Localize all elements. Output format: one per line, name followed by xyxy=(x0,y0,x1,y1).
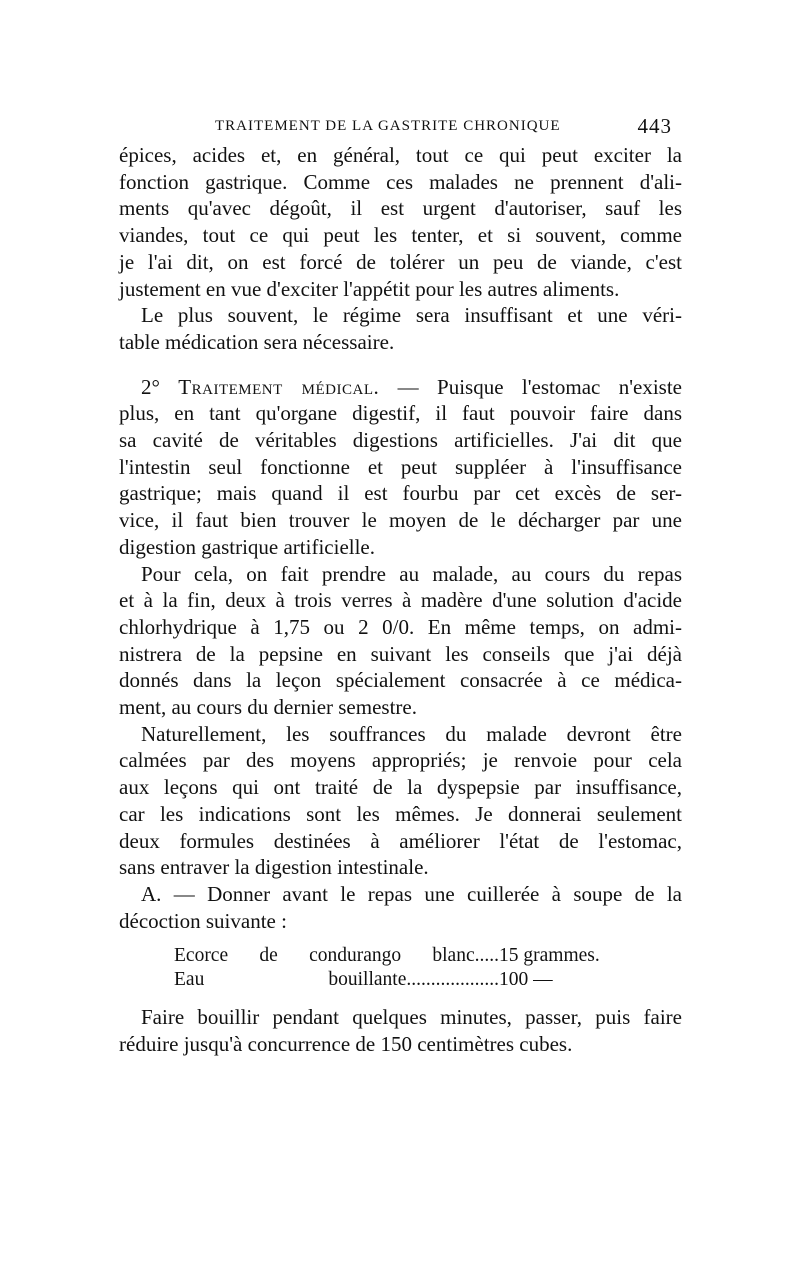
text-line: Faire bouillir pendant quelques minutes, passer, puis faire xyxy=(141,1005,682,1030)
text-line: calmées par des moyens appropriés; je renvoie pour cela xyxy=(119,748,682,773)
text-line: sa cavité de véritables digestions artificielles. J'ai dit que xyxy=(119,428,682,453)
text-line: A. — Donner avant le repas une cuillerée à soupe de la xyxy=(141,881,682,906)
book-page xyxy=(119,112,682,1058)
paragraph-2 xyxy=(119,302,682,355)
text-line: sans entraver la digestion intestinale. xyxy=(119,855,429,880)
text-line: chlorhydrique à 1,75 ou 2 0/0. En même temps, on admi- xyxy=(119,614,682,639)
text-line: gastrique; mais quand il est fourbu par cet excès de ser- xyxy=(119,481,682,506)
text-line: vice, il faut bien trouver le moyen de le décharger par une xyxy=(119,508,682,533)
paragraph-7 xyxy=(119,1004,682,1057)
text-line: fonction gastrique. Comme ces malades ne prennent d'ali- xyxy=(119,169,682,194)
text-line: épices, acides et, en général, tout ce qui peut exciter la xyxy=(119,143,682,167)
text-line: car les indications sont les mêmes. Je donnerai seulement xyxy=(119,801,682,826)
text-line: digestion gastrique artificielle. xyxy=(119,534,375,559)
text-line: Le plus souvent, le régime sera insuffisant et une véri- xyxy=(141,303,682,328)
text-line: je l'ai dit, on est forcé de tolérer un peu de viande, c'est xyxy=(119,249,682,274)
text-line: justement en vue d'exciter l'appétit pour les autres aliments. xyxy=(119,276,620,301)
heading-line-rest: — Puisque l'estomac n'existe xyxy=(397,374,682,399)
ingredient-quantity: 100 — xyxy=(499,969,553,991)
text-line: deux formules destinées à améliorer l'état de l'estomac, xyxy=(119,828,682,853)
paragraph-5 xyxy=(119,721,682,881)
paragraph-6 xyxy=(119,881,682,934)
page-header xyxy=(119,112,682,142)
text-line: donnés dans la leçon spécialement consacrée à ce médica- xyxy=(119,668,682,693)
text-line: réduire jusqu'à concurrence de 150 centimètres cubes. xyxy=(119,1032,573,1057)
text-line: nistrera de la pepsine en suivant les conseils que j'ai déjà xyxy=(119,641,682,666)
text-line: Pour cela, on fait prendre au malade, au cours du repas xyxy=(141,561,682,586)
formula-row xyxy=(119,968,682,992)
paragraph-1 xyxy=(119,142,682,302)
text-line: ments qu'avec dégoût, il est urgent d'autoriser, sauf les xyxy=(119,196,682,221)
body-text xyxy=(119,142,682,1058)
paragraph-3 xyxy=(119,374,682,561)
paragraph-4 xyxy=(119,561,682,721)
prescription-formula xyxy=(119,944,682,992)
ingredient-name: Ecorce de condurango blanc..... xyxy=(174,945,499,967)
text-line: table médication sera nécessaire. xyxy=(119,329,395,354)
formula-row xyxy=(119,944,682,968)
running-title: TRAITEMENT DE LA GASTRITE CHRONIQUE xyxy=(215,118,561,134)
text-line: décoction suivante : xyxy=(119,908,287,933)
section-gap xyxy=(119,356,682,374)
ingredient-quantity: 15 grammes. xyxy=(499,945,600,967)
text-line: Naturellement, les souffrances du malade devront être xyxy=(141,721,682,746)
ingredient-name: Eau bouillante................... xyxy=(174,969,499,991)
text-line: l'intestin seul fonctionne et peut suppléer à l'insuffisance xyxy=(119,454,682,479)
section-number: 2° xyxy=(141,374,160,399)
section-heading: Traitement médical. xyxy=(178,374,380,399)
section-heading-line xyxy=(119,374,682,401)
page-number: 443 xyxy=(637,114,672,138)
text-line: plus, en tant qu'organe digestif, il faut pouvoir faire dans xyxy=(119,401,682,426)
text-line: et à la fin, deux à trois verres à madère d'une solution d'acide xyxy=(119,588,682,613)
text-line: ment, au cours du dernier semestre. xyxy=(119,695,417,720)
text-line: aux leçons qui ont traité de la dyspepsie par insuffisance, xyxy=(119,775,682,800)
text-line: viandes, tout ce qui peut les tenter, et si souvent, comme xyxy=(119,223,682,248)
